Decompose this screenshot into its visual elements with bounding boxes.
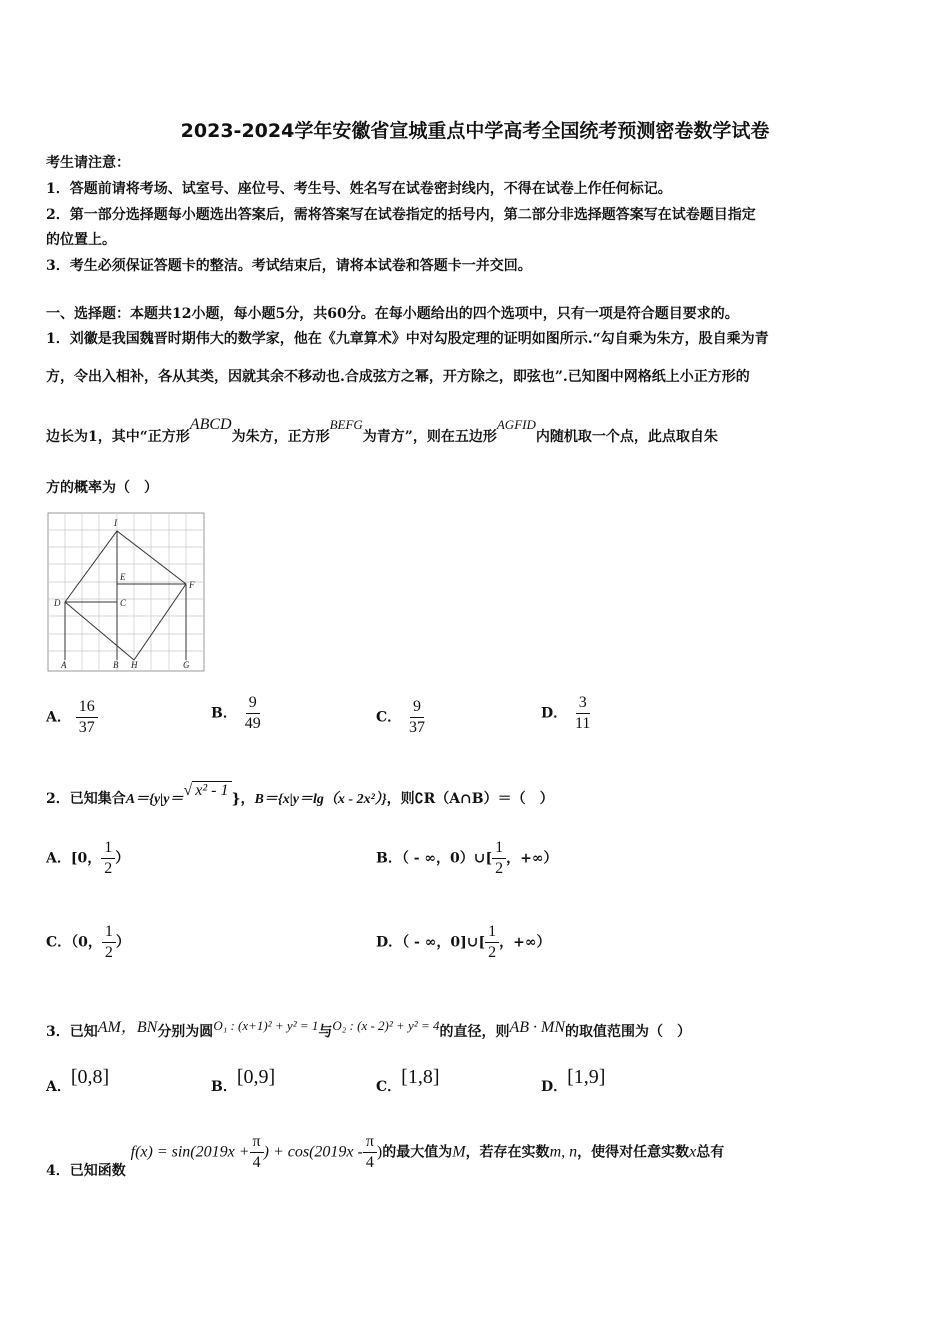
fraction: $\frac{\pi}{4}$	[363, 1132, 377, 1173]
notice-item: 1．答题前请将考场、试室号、座位号、考生号、姓名写在试卷密封线内，不得在试卷上作任何标记。	[46, 181, 672, 197]
fig-label-A: A	[61, 660, 67, 670]
agfid-symbol: AGFID	[496, 417, 536, 432]
fraction: $\frac{9}{37}$	[409, 698, 426, 736]
fig-label-G: G	[183, 660, 190, 670]
q3-stem: 3．已知AM，BN分别为圆O₁ : (x+1)² + y² = 1与O₂ : (x - 2)² + y² = 4的直径，则AB · MN的取值范围为（ ）	[46, 1018, 692, 1040]
fig-label-B: B	[113, 660, 119, 670]
notice-item: 3．考生必须保证答题卡的整洁。考试结束后，请将本试卷和答题卡一并交回。	[46, 258, 532, 274]
q3-option-a[interactable]: A．[0,8]	[46, 1066, 110, 1095]
notice-item: 的位置上。	[46, 232, 116, 248]
fraction: $\frac{1}{2}$	[485, 922, 499, 963]
q2-option-a[interactable]: A．[0， $\frac{1}{2}$ ）	[46, 839, 130, 877]
q1-line: 方，令出入相补，各从其类，因就其余不移动也.合成弦方之幂，开方除之，即弦也”.已知图中网格纸上小正方形的	[46, 369, 750, 385]
fig-label-C: C	[120, 598, 127, 608]
fraction: $\frac{1}{2}$	[101, 838, 115, 879]
fraction: $\frac{16}{37}$	[76, 697, 98, 738]
q1-line: 方的概率为（ ）	[46, 480, 158, 496]
q3-option-d[interactable]: D．[1,9]	[541, 1066, 606, 1095]
q1-line: 1．刘徽是我国魏晋时期伟大的数学家，他在《九章算术》中对勾股定理的证明如图所示.“勾自乘为朱方，股自乘为青	[46, 331, 769, 347]
grid-figure	[47, 512, 207, 674]
q3-option-c[interactable]: C．[1,8]	[376, 1066, 440, 1095]
q2-option-c[interactable]: C．（0， $\frac{1}{2}$ ）	[46, 923, 130, 961]
fig-label-F: F	[189, 580, 195, 590]
notice-item: 2．第一部分选择题每小题选出答案后，需将答案写在试卷指定的括号内，第二部分非选择题答案写在试卷题目指定	[46, 207, 756, 223]
q1-option-c[interactable]: C． $\frac{9}{37}$	[376, 697, 428, 738]
befg-symbol: BEFG	[329, 417, 363, 432]
fig-label-D: D	[54, 598, 61, 608]
fraction: $\frac{3}{11}$	[575, 694, 591, 732]
q4-stem: 4．已知函数 f(x) = sin(2019x + $\frac{\pi}{4}$ ) + cos(2019x - $\frac{\pi}{4}$ )的最大值为M，若存在实数m, n，使得对任意实数x总有	[46, 1133, 725, 1179]
fig-label-I: I	[114, 518, 117, 528]
fraction: $\frac{1}{2}$	[492, 838, 506, 879]
fraction: $\frac{9}{49}$	[244, 694, 261, 732]
fraction: $\frac{1}{2}$	[102, 922, 116, 963]
fig-label-H: H	[131, 660, 138, 670]
notice-heading: 考生请注意：	[46, 155, 130, 171]
q1-option-d[interactable]: D． $\frac{3}{11}$	[541, 693, 593, 734]
q2-option-b[interactable]: B．（ - ∞，0）∪[ $\frac{1}{2}$ ，+∞）	[376, 839, 558, 877]
sqrt-expression: √ x² - 1	[183, 782, 231, 800]
q1-option-a[interactable]: A． $\frac{16}{37}$	[46, 697, 98, 738]
q3-option-b[interactable]: B．[0,9]	[211, 1066, 276, 1095]
q2-option-d[interactable]: D．（ - ∞，0]∪[ $\frac{1}{2}$ ，+∞）	[376, 923, 551, 961]
page-title: 2023-2024学年安徽省宣城重点中学高考全国统考预测密卷数学试卷	[180, 120, 770, 142]
abcd-symbol: ABCD	[189, 416, 232, 433]
fraction: $\frac{\pi}{4}$	[250, 1132, 264, 1173]
q2-stem: 2．已知集合A＝{y|y＝√ x² - 1 }，B＝{x|y＝lg（x - 2x²）}，则∁R（A∩B）＝（ ）	[46, 782, 554, 807]
q1-line-3: 边长为1，其中“正方形ABCD为朱方，正方形BEFG为青方”，则在五边形AGFID内随机取一个点，此点取自朱	[46, 416, 718, 445]
q1-option-b[interactable]: B． $\frac{9}{49}$	[211, 693, 264, 734]
section-heading: 一、选择题：本题共12小题，每小题5分，共60分。在每小题给出的四个选项中，只有一项是符合题目要求的。	[46, 306, 739, 322]
fig-label-E: E	[120, 572, 126, 582]
